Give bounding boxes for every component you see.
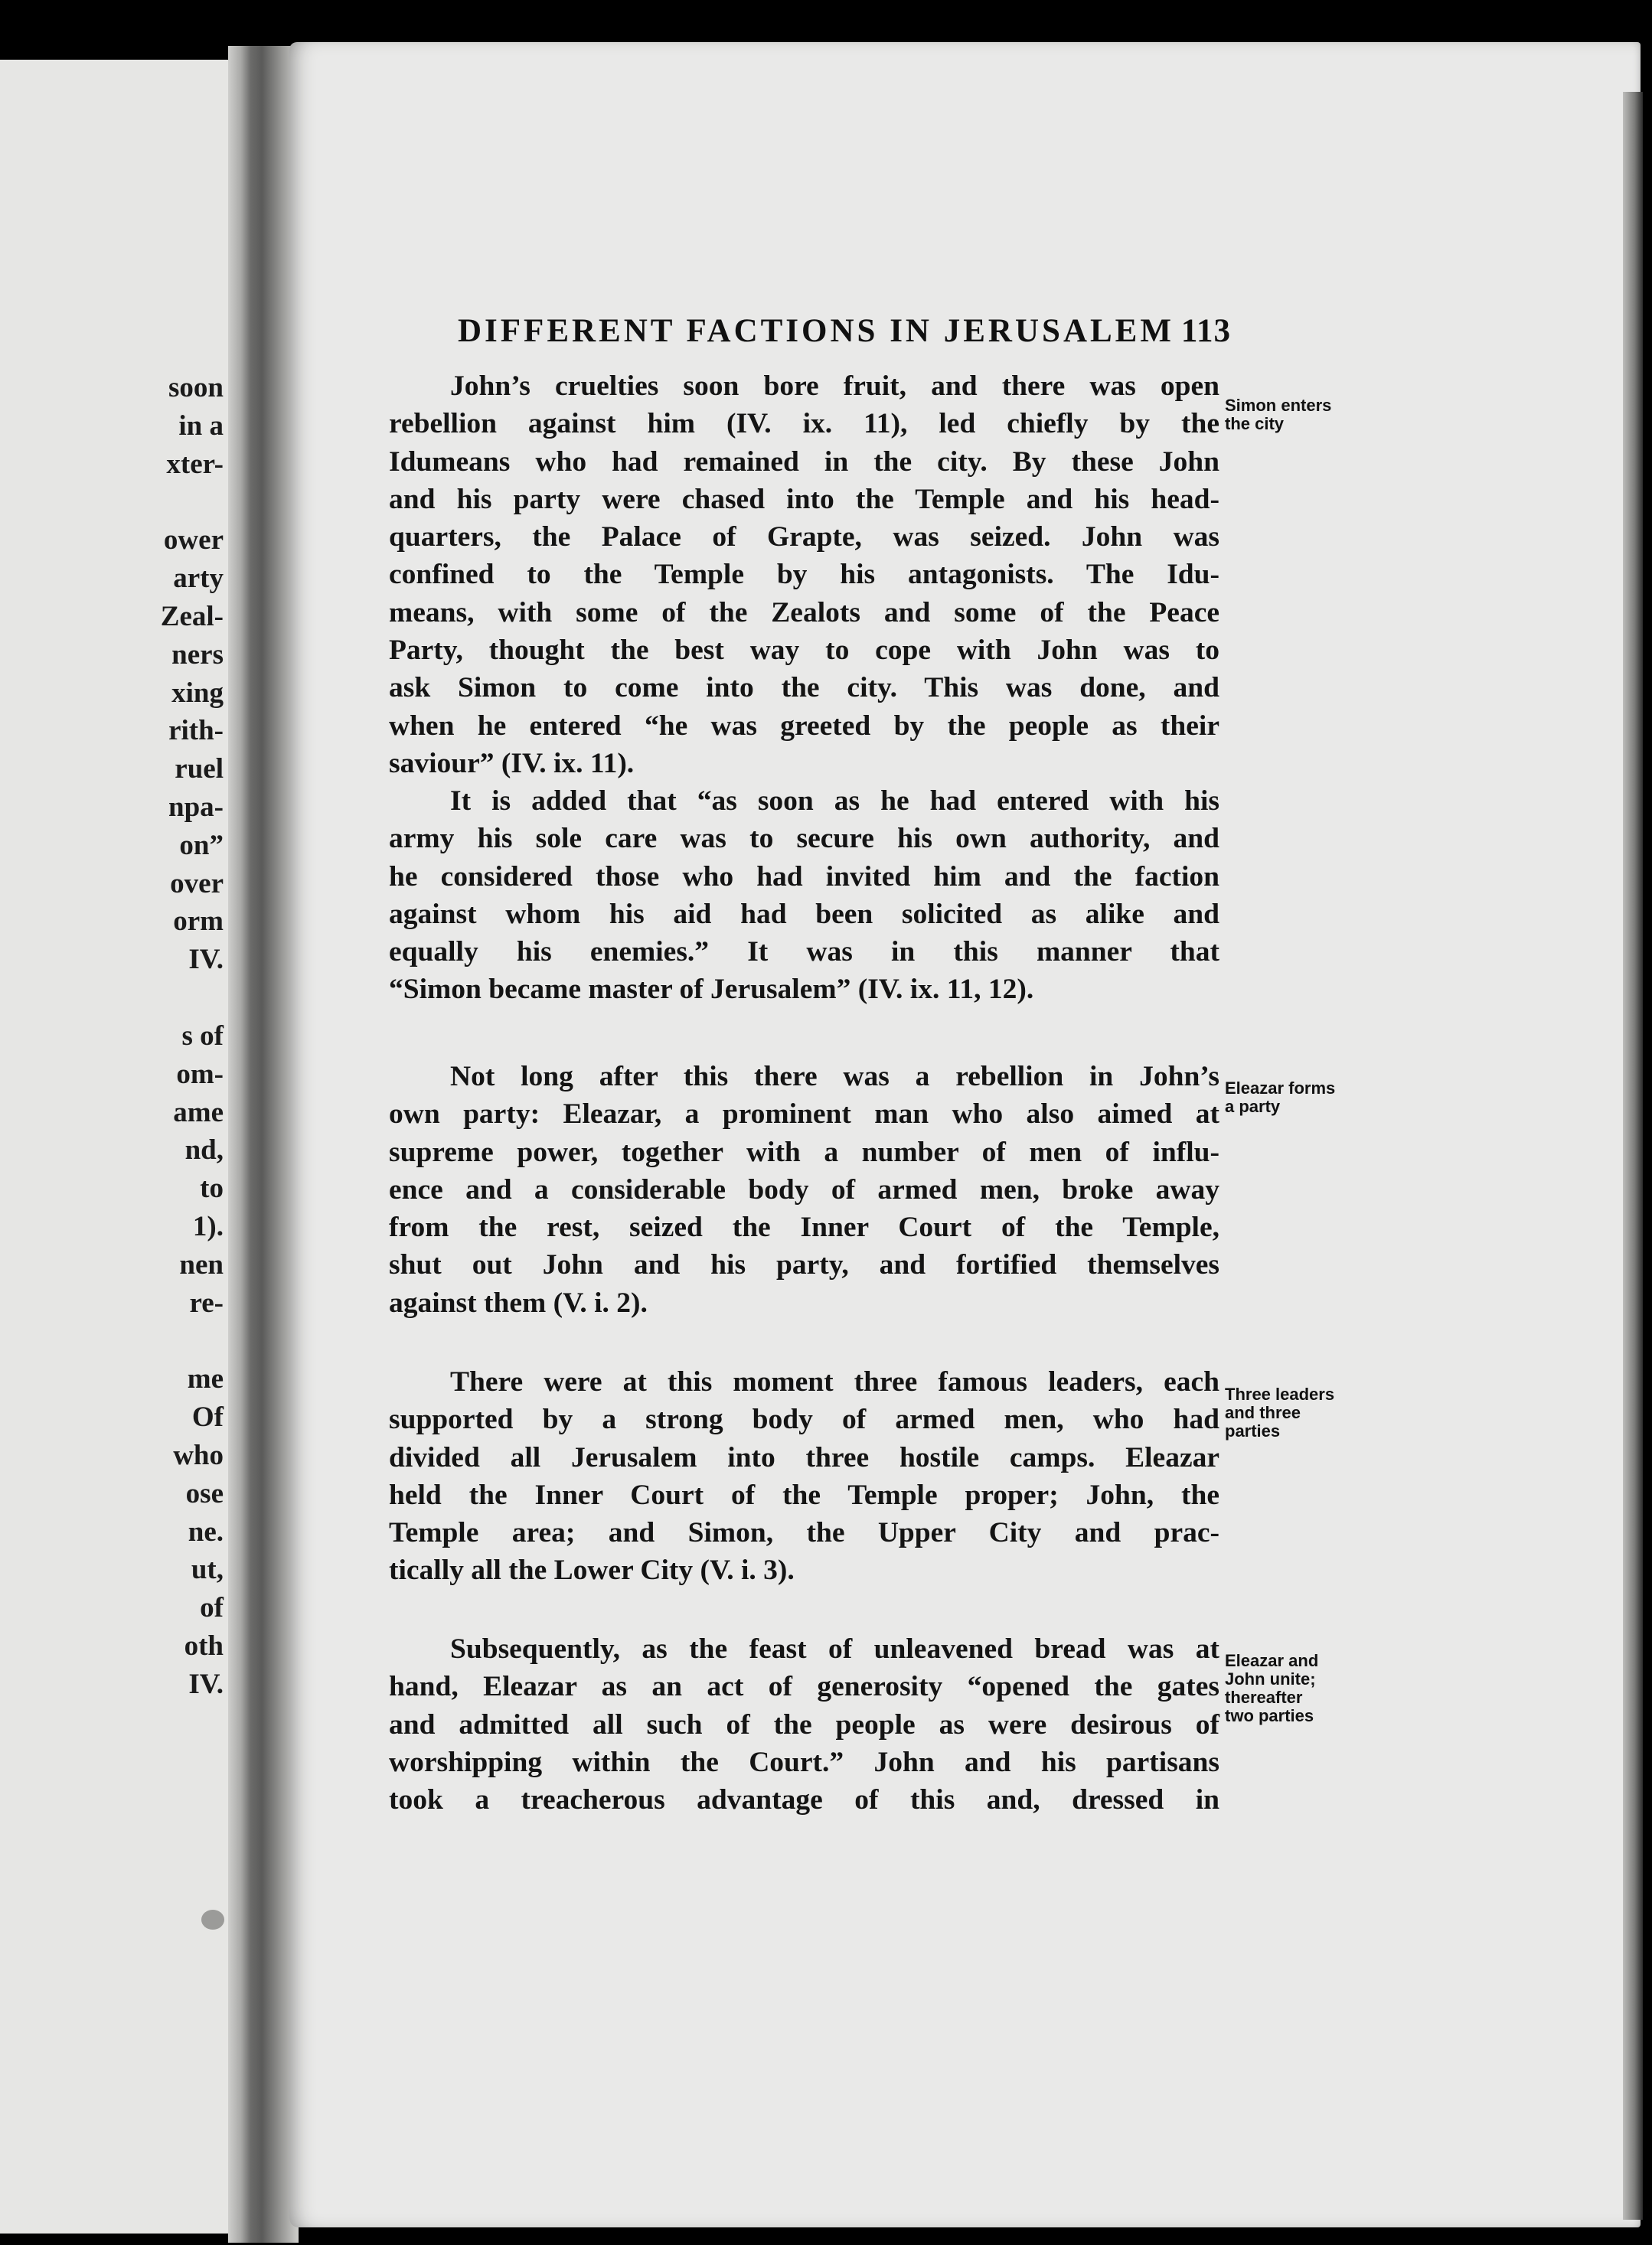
left-page-text-fragment [0, 369, 224, 1704]
text-line: Party, thought the best way to cope with John was to [389, 635, 1219, 667]
side-note-line: John unite; [1225, 1669, 1316, 1689]
book-gutter-shadow [228, 46, 299, 2243]
left-line: Of [191, 1401, 224, 1434]
side-note-line: thereafter [1225, 1688, 1303, 1707]
left-line: over [170, 867, 224, 899]
text-line: There were at this moment three famous leaders, each [450, 1366, 1219, 1398]
text-line: divided all Jerusalem into three hostile camps. Eleazar [389, 1441, 1219, 1473]
side-note-three-leaders [1225, 1385, 1370, 1441]
text-line: Temple area; and Simon, the Upper City and prac- [389, 1517, 1219, 1549]
left-line: arty [173, 563, 224, 595]
side-note-line: a party [1225, 1097, 1281, 1116]
text-line: supreme power, together with a number of men of influ- [389, 1136, 1219, 1168]
text-line: ask Simon to come into the city. This was done, and [389, 672, 1219, 704]
text-line: ence and a considerable body of armed men, broke away [389, 1173, 1219, 1206]
side-note-line: two parties [1225, 1706, 1314, 1725]
text-line: Idumeans who had remained in the city. By these John [389, 445, 1219, 478]
left-line: IV. [188, 944, 224, 976]
text-line: own party: Eleazar, a prominent man who also aimed at [389, 1098, 1219, 1131]
left-line: s of [181, 1020, 224, 1052]
text-line: when he entered “he was greeted by the people as their [389, 710, 1219, 742]
side-note-line: Simon enters [1225, 396, 1332, 415]
side-note-line: Eleazar and [1225, 1651, 1319, 1670]
text-line: worshipping within the Court.” John and his partisans [389, 1746, 1219, 1778]
text-line: It is added that “as soon as he had entered with his [450, 785, 1219, 817]
side-note-line: Eleazar forms [1225, 1078, 1336, 1098]
paragraph-4 [389, 1363, 1219, 1590]
left-line: om- [176, 1058, 224, 1090]
side-note-line: and three [1225, 1403, 1301, 1422]
left-line: re- [189, 1287, 224, 1319]
left-line: rith- [168, 715, 224, 747]
ink-smudge [201, 1910, 224, 1930]
text-line: Subsequently, as the feast of unleavened bread was at [450, 1633, 1219, 1665]
left-line: ut, [191, 1554, 224, 1586]
left-line: to [200, 1173, 224, 1205]
left-line: ne. [188, 1516, 224, 1548]
left-line: xter- [166, 448, 224, 480]
side-note-eleazar-forms [1225, 1079, 1370, 1116]
left-line: on” [179, 829, 224, 861]
text-line: saviour” (IV. ix. 11). [389, 747, 635, 779]
left-line: xing [171, 677, 224, 709]
left-line: IV. [188, 1668, 224, 1700]
text-line: held the Inner Court of the Temple proper; John, the [389, 1479, 1219, 1511]
text-line: against them (V. i. 2). [389, 1287, 648, 1319]
text-line: confined to the Temple by his antagonists. The Idu- [389, 559, 1219, 591]
left-line: Zeal- [160, 600, 224, 632]
side-note-simon-enters [1225, 396, 1370, 433]
text-line: supported by a strong body of armed men, who had [389, 1404, 1219, 1436]
text-line: Not long after this there was a rebellion in John’s [450, 1061, 1219, 1092]
left-line: soon [168, 372, 224, 403]
left-line: nen [179, 1248, 224, 1281]
left-line: of [200, 1592, 224, 1624]
paragraph-3 [389, 1058, 1219, 1322]
left-line: npa- [168, 791, 224, 823]
running-head [458, 312, 1231, 350]
side-note-line: the city [1225, 414, 1285, 433]
text-line: took a treacherous advantage of this and, dressed in [389, 1784, 1219, 1816]
left-line: nd, [184, 1134, 224, 1167]
side-note-line: Three leaders [1225, 1385, 1335, 1404]
running-head-title: DIFFERENT FACTIONS IN JERUSALEM [458, 313, 1174, 349]
text-line: tically all the Lower City (V. i. 3). [389, 1555, 795, 1587]
text-line: and admitted all such of the people as were desirous of [389, 1708, 1219, 1741]
text-line: he considered those who had invited him and the faction [389, 860, 1219, 892]
paragraph-2 [389, 782, 1219, 1009]
left-line: orm [173, 906, 224, 938]
text-line: and his party were chased into the Temple and his head- [389, 483, 1219, 515]
left-line: oth [184, 1630, 224, 1662]
text-line: means, with some of the Zealots and some of the Peace [389, 596, 1219, 628]
left-line: me [187, 1363, 224, 1395]
page-number: 113 [1180, 313, 1231, 349]
previous-page-fragment [0, 60, 229, 2234]
text-line: shut out John and his party, and fortified themselves [389, 1249, 1219, 1281]
paragraph-1 [389, 367, 1219, 782]
text-line: “Simon became master of Jerusalem” (IV. ix. 11, 12). [389, 974, 1034, 1006]
text-line: hand, Eleazar as an act of generosity “opened the gates [389, 1671, 1219, 1703]
text-line: from the rest, seized the Inner Court of the Temple, [389, 1212, 1219, 1244]
left-line: in a [178, 410, 224, 442]
left-line: 1). [192, 1210, 224, 1242]
left-line: ruel [175, 753, 224, 785]
left-line: ose [185, 1477, 224, 1509]
left-line: ame [173, 1096, 224, 1128]
left-line: ners [171, 638, 224, 671]
left-line: who [173, 1439, 224, 1471]
page-edge-shadow [1623, 92, 1643, 2220]
side-note-line: parties [1225, 1421, 1281, 1441]
text-line: army his sole care was to secure his own authority, and [389, 823, 1219, 855]
text-line: against whom his aid had been solicited as alike and [389, 898, 1219, 930]
text-line: quarters, the Palace of Grapte, was seized. John was [389, 521, 1219, 553]
text-line: equally his enemies.” It was in this manner that [389, 936, 1219, 968]
text-line: John’s cruelties soon bore fruit, and there was open [450, 370, 1219, 402]
text-line: rebellion against him (IV. ix. 11), led chiefly by the [389, 408, 1219, 440]
left-line: ower [163, 524, 224, 556]
side-note-eleazar-and-john [1225, 1652, 1370, 1725]
paragraph-5 [389, 1630, 1219, 1819]
